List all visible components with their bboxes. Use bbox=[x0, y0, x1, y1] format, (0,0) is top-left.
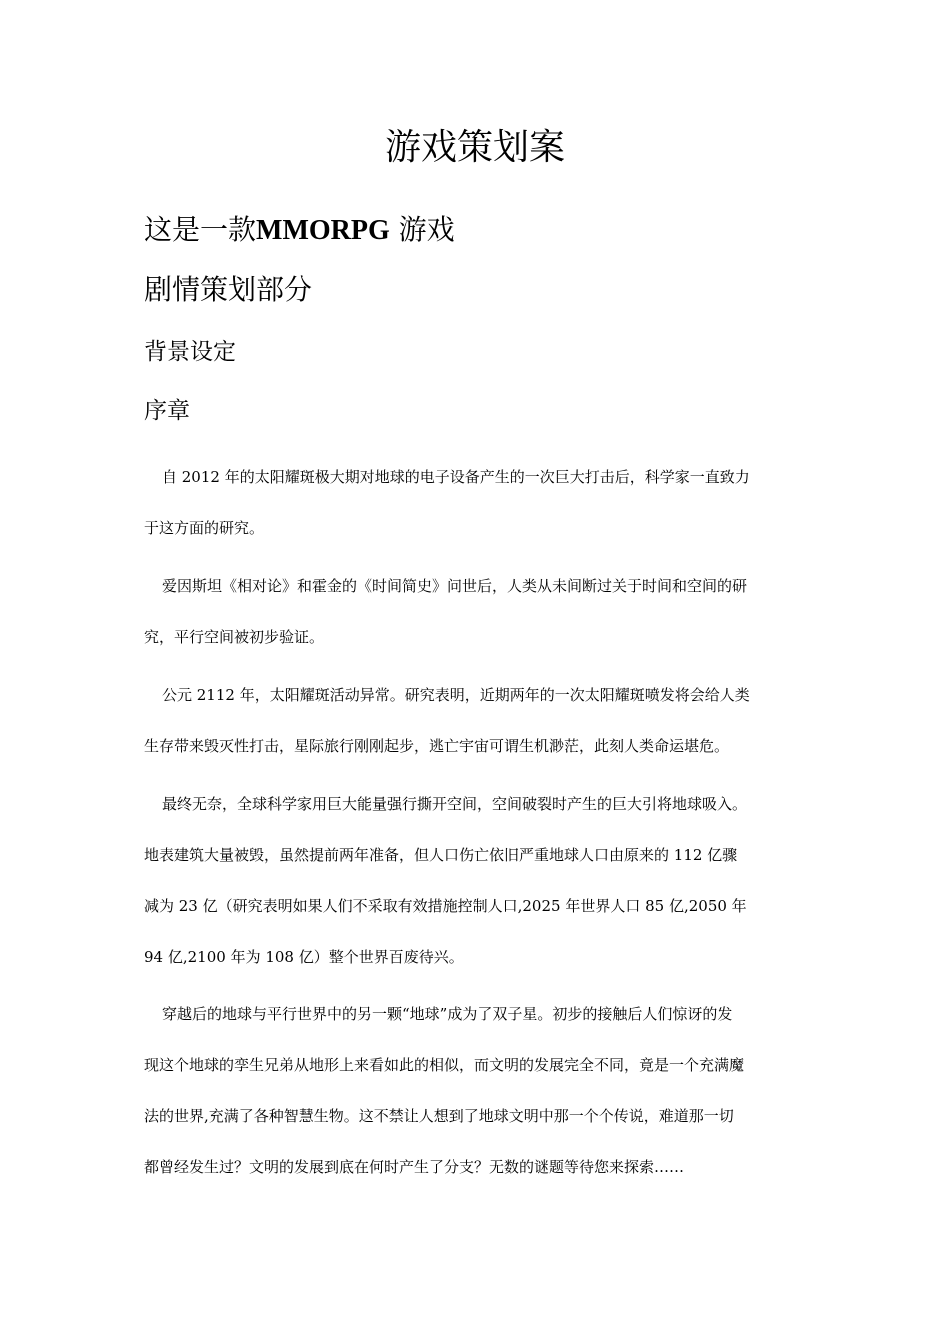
game-type-suffix: 游戏 bbox=[398, 213, 455, 246]
paragraph bbox=[144, 452, 808, 554]
paragraph bbox=[144, 670, 808, 772]
game-type-heading bbox=[144, 208, 455, 253]
paragraph-line: 爱因斯坦《相对论》和霍金的《时间简史》问世后，人类从未间断过关于时间和空间的研 bbox=[162, 577, 748, 595]
section-heading: 剧情策划部分 bbox=[144, 273, 313, 306]
subsection-heading: 背景设定 bbox=[144, 339, 236, 365]
paragraph-line: 地表建筑大量被毁，虽然提前两年准备，但人口伤亡依旧严重地球人口由原来的 112 亿骤 bbox=[144, 846, 738, 864]
document-title: 游戏策划案 bbox=[384, 127, 565, 168]
chapter-heading: 序章 bbox=[144, 398, 190, 424]
paragraph-line: 减为 23 亿（研究表明如果人们不采取有效措施控制人口,2025 年世界人口 85 亿,2050 年 bbox=[144, 897, 747, 915]
game-type-prefix: 这是一款 bbox=[144, 213, 257, 246]
paragraph-line: 穿越后的地球与平行世界中的另一颗“地球”成为了双子星。初步的接触后人们惊讶的发 bbox=[162, 1005, 733, 1023]
paragraph-line: 究，平行空间被初步验证。 bbox=[144, 628, 325, 646]
paragraph-line: 都曾经发生过？文明的发展到底在何时产生了分支？无数的谜题等待您来探索…… bbox=[144, 1158, 685, 1176]
paragraph bbox=[144, 989, 808, 1193]
paragraph bbox=[144, 561, 808, 663]
paragraph-line: 公元 2112 年，太阳耀斑活动异常。研究表明，近期两年的一次太阳耀斑喷发将会给人类 bbox=[162, 686, 750, 704]
paragraph bbox=[144, 779, 808, 983]
paragraph-line: 于这方面的研究。 bbox=[144, 519, 265, 537]
paragraph-line: 法的世界,充满了各种智慧生物。这不禁让人想到了地球文明中那一个个传说，难道那一切 bbox=[144, 1107, 734, 1125]
game-genre: MMORPG bbox=[256, 215, 390, 246]
paragraph-line: 现这个地球的孪生兄弟从地形上来看如此的相似，而文明的发展完全不同，竟是一个充满魔 bbox=[144, 1056, 745, 1074]
paragraph-line: 自 2012 年的太阳耀斑极大期对地球的电子设备产生的一次巨大打击后，科学家一直致力 bbox=[162, 468, 750, 486]
paragraph-line: 94 亿,2100 年为 108 亿）整个世界百废待兴。 bbox=[144, 948, 464, 966]
paragraph-line: 最终无奈，全球科学家用巨大能量强行撕开空间，空间破裂时产生的巨大引将地球吸入。 bbox=[162, 795, 748, 813]
paragraph-line: 生存带来毁灭性打击，星际旅行刚刚起步，逃亡宇宙可谓生机渺茫，此刻人类命运堪危。 bbox=[144, 737, 730, 755]
